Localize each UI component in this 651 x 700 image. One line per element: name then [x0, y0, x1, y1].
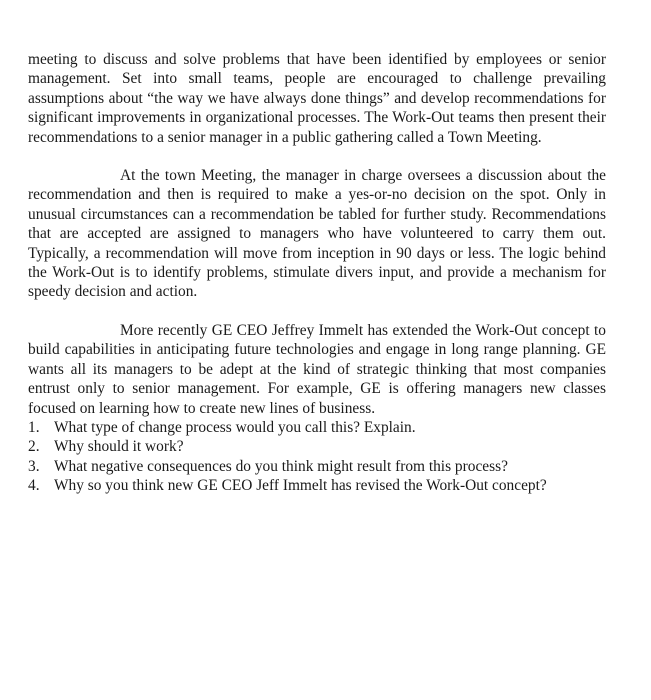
- question-text: What negative consequences do you think might result from this process?: [54, 457, 508, 475]
- question-number: 3.: [28, 457, 40, 475]
- list-item: [28, 457, 606, 476]
- list-item: [28, 476, 606, 495]
- question-text: Why so you think new GE CEO Jeff Immelt has revised the Work-Out concept?: [54, 477, 547, 495]
- question-number: 2.: [28, 438, 40, 456]
- question-text: Why should it work?: [54, 438, 184, 456]
- question-list: [28, 418, 606, 496]
- paragraph-town-meeting: At the town Meeting, the manager in charge oversees a discussion about the recommendation and then is required to make a yes-or-no decision on the spot. Only in unusual circumstances can a recommendation be tabled for further study. Recommendations that are accepted are assigned to managers who have volunteered to carry them out. Typically, a recommendation will move from inception in 90 days or less. The logic behind the Work-Out is to identify problems, stimulate divers input, and provide a mechanism for speedy decision and action.: [28, 167, 606, 301]
- list-item: [28, 437, 606, 456]
- paragraph-work-out-intro: meeting to discuss and solve problems that have been identified by employees or senior management. Set into small teams, people are encouraged to challenge prevailing assumptions about “the way we have always done things” and develop recommendations for significant improvements in organizational processes. The Work-Out teams then present their recommendations to a senior manager in a public gathering called a Town Meeting.: [28, 51, 606, 146]
- question-number: 1.: [28, 418, 40, 436]
- document-page: [28, 50, 606, 496]
- question-text: What type of change process would you call this? Explain.: [54, 418, 416, 436]
- paragraph-immelt-extension: More recently GE CEO Jeffrey Immelt has extended the Work-Out concept to build capabilities in anticipating future technologies and engage in long range planning. GE wants all its managers to be adept at the kind of strategic thinking that most companies entrust only to senior management. For example, GE is offering managers new classes focused on learning how to create new lines of business.: [28, 321, 606, 417]
- question-number: 4.: [28, 477, 40, 495]
- list-item: [28, 418, 606, 437]
